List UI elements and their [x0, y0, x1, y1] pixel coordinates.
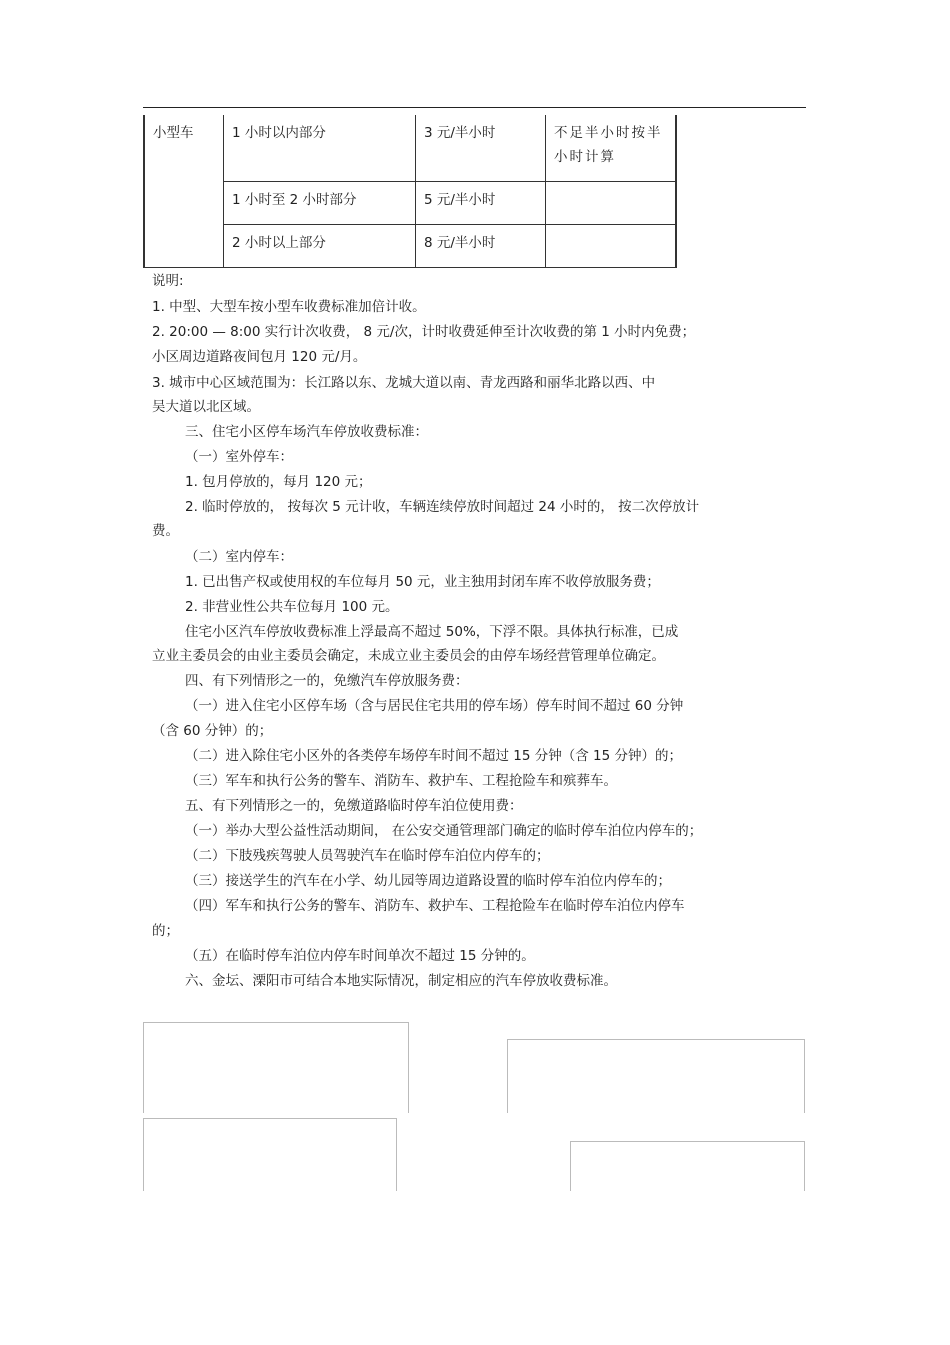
text-line: 1. 包月停放的，每月 120 元；	[185, 474, 372, 490]
text-line: 2. 临时停放的， 按每次 5 元计收，车辆连续停放时间超过 24 小时的， 按二次停放计	[185, 499, 700, 515]
text-line: （含 60 分钟）的；	[152, 723, 273, 739]
empty-frame	[143, 1022, 409, 1113]
text-line: （三）接送学生的汽车在小学、幼儿园等周边道路设置的临时停车泊位内停车的；	[185, 873, 671, 889]
time-part: 1 小时至 2 小时部分	[224, 182, 416, 225]
empty-frame	[570, 1141, 805, 1191]
text-line: （四）军车和执行公务的警车、消防车、救护车、工程抢险车在临时停车泊位内停车	[185, 898, 685, 914]
text-line: （二）进入除住宅小区外的各类停车场停车时间不超过 15 分钟（含 15 分钟）的；	[185, 748, 683, 764]
text-line: 立业主委员会的由业主委员会确定，未成立业主委员会的由停车场经营管理单位确定。	[152, 648, 665, 664]
text-line: （二）下肢残疾驾驶人员驾驶汽车在临时停车泊位内停车的；	[185, 848, 550, 864]
text-line: 1. 已出售产权或使用权的车位每月 50 元，业主独用封闭车库不收停放服务费；	[185, 574, 660, 590]
note	[546, 225, 677, 268]
table-row	[144, 115, 676, 182]
text-line: 1. 中型、大型车按小型车收费标准加倍计收。	[152, 299, 426, 315]
text-line: 3. 城市中心区域范围为：长江路以东、龙城大道以南、青龙西路和丽华北路以西、中	[152, 375, 656, 391]
fee-table	[143, 115, 677, 268]
text-line: （一）室外停车：	[185, 449, 293, 465]
text-line: 2. 20:00 — 8:00 实行计次收费， 8 元/次，计时收费延伸至计次收费的第 1 小时内免费；	[152, 324, 696, 340]
empty-frame	[507, 1039, 805, 1113]
section-heading: 六、金坛、溧阳市可结合本地实际情况，制定相应的汽车停放收费标准。	[185, 973, 617, 989]
text-line: 2. 非营业性公共车位每月 100 元。	[185, 599, 399, 615]
price: 8 元/半小时	[416, 225, 546, 268]
text-line: （二）室内停车：	[185, 549, 293, 565]
text-line: 的；	[152, 923, 179, 939]
text-line: （三）军车和执行公务的警车、消防车、救护车、工程抢险车和殡葬车。	[185, 773, 617, 789]
empty-frame	[143, 1118, 397, 1191]
text-line: 费。	[152, 523, 179, 539]
table-row	[144, 182, 676, 225]
text-line: （一）进入住宅小区停车场（含与居民住宅共用的停车场）停车时间不超过 60 分钟	[185, 698, 684, 714]
text-line: 吴大道以北区域。	[152, 399, 260, 415]
price: 3 元/半小时	[416, 115, 546, 182]
text-line: （五）在临时停车泊位内停车时间单次不超过 15 分钟的。	[185, 948, 535, 964]
time-part: 1 小时以内部分	[224, 115, 416, 182]
time-part: 2 小时以上部分	[224, 225, 416, 268]
price: 5 元/半小时	[416, 182, 546, 225]
vehicle-category: 小型车	[144, 115, 224, 268]
text-line: 小区周边道路夜间包月 120 元/月。	[152, 349, 367, 365]
text-line: （一）举办大型公益性活动期间， 在公安交通管理部门确定的临时停车泊位内停车的；	[185, 823, 703, 839]
section-heading: 五、有下列情形之一的，免缴道路临时停车泊位使用费：	[185, 798, 523, 814]
text-line: 住宅小区汽车停放收费标准上浮最高不超过 50%，下浮不限。具体执行标准，已成	[185, 624, 679, 640]
section-heading: 四、有下列情形之一的，免缴汽车停放服务费：	[185, 673, 469, 689]
section-heading: 三、住宅小区停车场汽车停放收费标准：	[185, 424, 428, 440]
table-row	[144, 225, 676, 268]
note: 不足半小时按半小时计算	[546, 115, 677, 182]
note	[546, 182, 677, 225]
text-line: 说明:	[152, 273, 184, 289]
top-rule	[143, 107, 806, 108]
